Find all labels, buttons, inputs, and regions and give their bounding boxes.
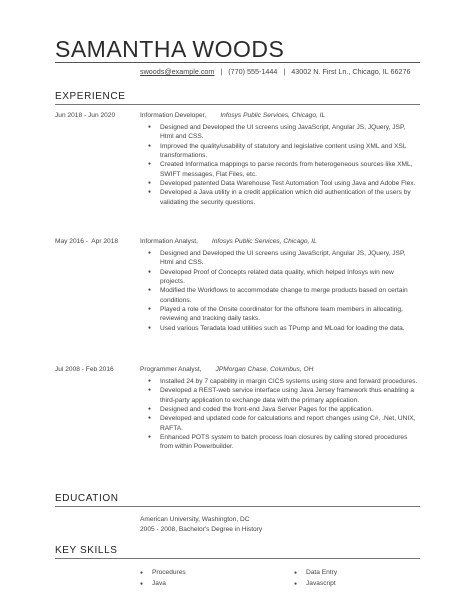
skills-divider [55,558,420,559]
bullet-item: ● Modified the Workflows to accommodate change to merge products based on certain conditions. [160,286,420,305]
job-company: Infosys Public Services, Chicago, IL [220,112,326,119]
bullet-item: ● Improved the quality/usability of statutory and legislative content using XML and XSL transformations. [160,142,420,161]
skill-item: ● Java [140,579,186,590]
bullet-item: ● Created Informatica mappings to parse records from heterogeneous sources like XML, SWIFT messages, Flat Files, etc. [160,160,420,179]
bullet-item: ● Designed and coded the front-end Java Server Pages for the application. [160,405,420,414]
job-bullets [140,249,420,333]
bullet-item: ● Developed Proof of Concepts related data quality, which helped Infosys win new projects. [160,268,420,287]
skills-heading: KEY SKILLS [55,545,118,556]
bullet-item: ● Developed and updated code for calculations and report changes using C#, .Net, UNIX, RAFTA. [160,414,420,433]
contact-line [140,67,410,76]
experience-divider [55,104,420,105]
job-bullets [140,123,420,207]
job-header [140,366,313,373]
bullet-item: ● Developed a Java utility in a credit application which did authentication of the users by validating the security questions. [160,188,420,207]
contact-details: | (770) 555-1444 | 43002 N. First Ln., Chicago, IL 66276 [214,67,411,76]
job-title: Information Developer, [140,112,207,119]
job-company: Infosys Public Services, Chicago, IL [211,238,317,245]
job-header [140,238,317,245]
bullet-item: ● Designed and Developed the UI screens using JavaScript, Angular JS, JQuery, JSP, Html and CSS. [160,123,420,142]
skill-item: ● Data Entry [294,568,337,579]
job-dates: Jun 2018 - Jun 2020 [55,112,116,119]
bullet-item: ● Developed patented Data Warehouse Test Automation Tool using Java and Adobe Flex. [160,179,420,188]
bullet-item: ● Developed a REST-web service interface using Java Jersey framework thus enabling a third-party application to exchange data with the primary application. [160,386,420,405]
job-title: Programmer Analyst, [140,366,202,373]
bullet-item: ● Played a role of the Onsite coordinator for the offshore team members in allocating, reviewing and tracking daily tasks. [160,305,420,324]
candidate-name: SAMANTHA WOODS [55,36,285,62]
education-degree: 2005 - 2008, Bachelor's Degree in History [140,526,263,533]
education-school: American University, Washington, DC [140,516,250,523]
job-company: JPMorgan Chase, Columbus, OH [215,366,314,373]
education-heading: EDUCATION [55,493,119,504]
job-bullets [140,377,420,452]
bullet-item: ● Installed 24 by 7 capability in margin CICS systems using store and forward procedures. [160,377,420,386]
experience-heading: EXPERIENCE [55,91,126,102]
email-link[interactable]: swoods@example.com [140,67,215,76]
job-dates: Jul 2008 - Feb 2016 [55,366,114,373]
skills-list-left [140,568,186,589]
education-divider [55,506,420,507]
bullet-item: ● Enhanced POTS system to batch process loan closures by calling stored procedures from within Powerbuilder. [160,433,420,452]
bullet-item: ● Used various Teradata load utilities such as TPump and MLoad for loading the data. [160,324,420,333]
job-dates: May 2016 - Apr 2018 [55,238,119,245]
job-header [140,112,325,119]
header-divider [55,62,420,63]
skills-list-right [294,568,337,589]
bullet-item: ● Designed and Developed the UI screens using JavaScript, Angular JS, JQuery, JSP, Html and CSS. [160,249,420,268]
job-title: Information Analyst, [140,238,198,245]
skill-item: ● Procedures [140,568,186,579]
skill-item: ● Javascript [294,579,337,590]
